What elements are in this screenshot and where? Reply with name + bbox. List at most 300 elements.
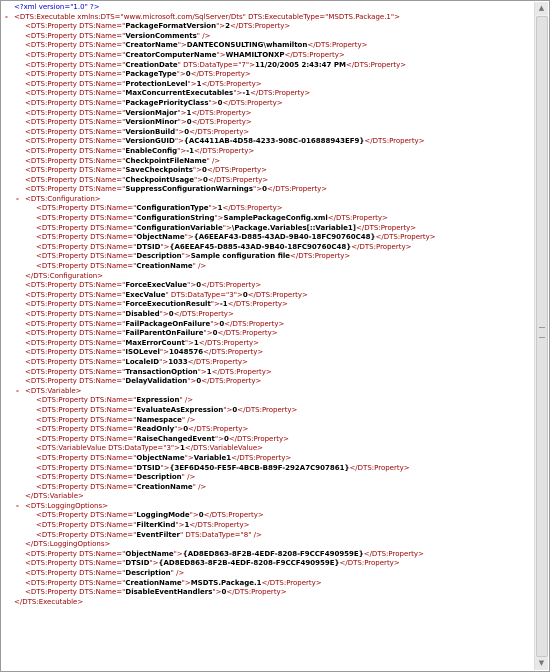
property-value: {AD8ED863-8F2B-4EDF-8208-F9CCF490959E} [158,559,340,568]
xml-line [5,368,533,378]
xml-close-tag: </DTS:Property> [261,578,322,587]
xml-line [5,483,533,493]
xml-line [5,281,533,291]
xml-open-tag: <DTS:Property DTS:Name=" [25,137,126,146]
xml-close-tag: </DTS:Property> [207,175,269,184]
property-name: ConfigurationString [136,214,215,223]
property-value: -1 [242,89,251,98]
xml-close-tag: </DTS:Property> [375,233,436,242]
xml-open-tag: <DTS:Property DTS:Name=" [36,473,137,482]
xml-line [5,214,533,224]
xml-open-tag: <DTS:Property DTS:Name=" [36,223,137,232]
xml-open-tag: <DTS:Property DTS:Name=" [25,290,126,299]
xml-close-tag: </DTS:Property> [351,242,412,251]
property-name: PackageType [125,70,177,79]
property-name: ConfigurationVariable [136,223,223,232]
property-value: 1 [193,338,199,347]
xml-close-tag: </DTS:Property> [203,511,264,520]
property-name: CreatorComputerName [125,50,217,59]
xml-tag-end: "> [210,319,220,328]
xml-tag-end: "> [208,98,218,107]
property-value: {AD8ED863-8F2B-4EDF-8208-F9CCF490959E} [182,549,364,558]
xml-line [5,128,533,138]
xml-tag-end: "> [184,233,194,242]
xml-open-tag: <DTS:Property DTS:Name=" [25,329,126,338]
xml-close-tag: </DTS:Property> [345,60,407,69]
property-name: ObjectName [125,549,174,558]
property-value: DANTECONSULTING\whamilton [186,41,308,50]
xml-content [5,3,533,669]
xml-tag-end: "> [174,137,184,146]
property-name: EnableConfig [125,146,178,155]
xml-tag-end: " /> [206,156,221,165]
property-name: PackagePriorityClass [125,98,209,107]
xml-tag-end: "> [177,41,187,50]
xml-close-tag: </DTS:LoggingOptions> [25,540,111,549]
xml-close-tag: </DTS:Property> [198,338,259,347]
property-value: \Package.Variables[::Variable1] [231,223,356,232]
xml-open-tag: <DTS:Property DTS:Name=" [25,588,126,597]
xml-line [5,291,533,301]
property-name: DTSID [136,463,161,472]
xml-line [5,224,533,234]
xml-tag-end: "> [197,367,207,376]
xml-close-tag: </DTS:Property> [247,290,308,299]
xml-line [5,444,533,454]
property-value: 0 [185,70,191,79]
xml-close-tag: </DTS:Property> [222,98,283,107]
property-value: 1 [184,521,190,530]
property-name: LocaleID [125,357,160,366]
property-value: {3EF6D450-FE5F-4BCB-B89F-292A7C907861} [169,463,350,472]
xml-line [5,569,533,579]
xml-tag-end: " /> [170,569,185,578]
xml-open-tag: <DTS:Property DTS:Name=" [25,348,126,357]
xml-open-tag: <DTS:Property DTS:Name=" [25,89,126,98]
xml-close-tag: </DTS:Property> [290,252,351,261]
property-name: ObjectName [136,453,185,462]
xml-close-tag: </DTS:Property> [226,588,287,597]
property-name: CreationName [136,482,193,491]
xml-close-tag: </DTS:Property> [201,79,262,88]
xml-tag-end: "> [214,214,224,223]
xml-open-tag: <DTS:Property DTS:Name=" [25,559,126,568]
xml-line [5,272,533,282]
xml-line [5,464,533,474]
property-name: DTSID [136,242,161,251]
xml-open-tag: <DTS:Property DTS:Name=" [25,175,126,184]
property-value: {AC4411AB-4D58-4233-908C-016888943EF9} [183,137,365,146]
xml-open-tag: <DTS:Property DTS:Name=" [36,214,137,223]
property-value: 0 [196,377,202,386]
xml-line [5,51,533,61]
xml-line [5,137,533,147]
xml-open-tag: <DTS:Property DTS:Name=" [25,156,126,165]
xml-line [5,252,533,262]
xml-line [5,598,533,608]
xml-close-tag: </DTS:Executable> [14,597,84,606]
xml-open-tag: <DTS:Property DTS:Name=" [36,463,137,472]
xml-close-tag: </DTS:Property> [307,41,368,50]
property-name: ReadOnly [136,425,175,434]
xml-open-tag: <DTS:Property DTS:Name=" [36,262,137,271]
property-name: DTSID [125,559,150,568]
xml-tag-end: " DTS:DataType="3"> [165,290,243,299]
xml-open-tag: <DTS:Property DTS:Name=" [36,482,137,491]
property-value: 0 [196,281,202,290]
xml-tag-end: " DTS:DataType="8" /> [179,530,262,539]
xml-tag-end: "> [181,578,191,587]
property-value: 1 [196,79,202,88]
xml-tag-end: "> [222,223,232,232]
xml-open-tag: <DTS:Property DTS:Name=" [36,521,137,530]
xml-tag-end: "> [149,559,159,568]
property-value: 1 [217,204,223,213]
property-value: Sample configuration file [190,252,291,261]
xml-tag-end: "> [176,70,186,79]
property-value: 11/20/2005 2:43:47 PM [254,60,346,69]
xml-open-tag: <DTS:Property DTS:Name=" [25,127,126,136]
xml-tag-end: "> [159,310,169,318]
xml-line [5,118,533,128]
xml-open-tag: <DTS:Property DTS:Name=" [36,405,137,414]
property-value: {A6EEAF43-D885-43AD-9B40-18FC90760C48} [193,233,376,242]
xml-line [5,109,533,119]
xml-line [5,310,533,320]
xml-tag-end: "> [212,588,222,597]
xml-open-tag: <DTS:Configuration> [25,194,101,203]
xml-open-tag: <DTS:Property DTS:Name=" [25,31,126,40]
xml-line [5,80,533,90]
property-value: 0 [186,118,192,127]
xml-close-tag: </DTS:Property> [266,185,328,194]
xml-close-tag: </DTS:Property> [203,348,264,357]
xml-close-tag: </DTS:Property> [187,357,248,366]
xml-tag-end: "> [189,511,199,520]
xml-tag-end: "> [159,357,169,366]
xml-tag-end: " DTS:DataType="7"> [177,60,255,69]
xml-tag-end: "> [184,338,194,347]
property-name: ForceExecutionResult [125,300,211,309]
xml-open-tag: <DTS:Property DTS:Name=" [25,98,126,107]
xml-line [5,348,533,358]
xml-open-tag: <DTS:Property DTS:Name=" [36,242,137,251]
property-value: {A6EEAF45-D885-43AD-9B40-18FC90760C48} [169,242,352,251]
xml-open-tag: <DTS:VariableValue DTS:DataType="3"> [36,444,181,453]
xml-line [5,176,533,186]
xml-line [5,320,533,330]
property-name: Expression [136,396,180,405]
xml-close-tag: </DTS:Property> [194,146,255,155]
property-value: 0 [221,588,227,597]
xml-line [5,540,533,550]
xml-close-tag: </DTS:Property> [189,127,250,136]
xml-open-tag: <DTS:Property DTS:Name=" [25,79,126,88]
xml-tag-end: "> [208,204,218,213]
xml-open-tag: <DTS:Property DTS:Name=" [25,569,126,578]
collapse-toggle-icon[interactable]: - [16,501,19,510]
xml-line [5,195,533,205]
xml-close-tag: </DTS:Configuration> [25,271,104,280]
xml-close-tag: </DTS:Property> [189,521,250,530]
property-name: ConfigurationType [136,204,209,213]
xml-open-tag: <DTS:Variable> [25,386,82,395]
property-name: FilterKind [136,521,176,530]
xml-tag-end: "> [175,127,185,136]
property-name: VersionComments [125,31,197,40]
xml-line [5,387,533,397]
property-name: CreatorName [125,41,178,50]
property-value: MSDTS.Package.1 [190,578,262,587]
xml-line [5,166,533,176]
xml-open-tag: <DTS:Property DTS:Name=" [25,50,126,59]
xml-tag-end: " /> [192,262,207,271]
xml-close-tag: </DTS:Property> [237,405,298,414]
property-value: 0 [219,319,225,328]
xml-open-tag: <DTS:Property DTS:Name=" [25,357,126,366]
xml-open-tag: <DTS:Property DTS:Name=" [36,252,137,261]
xml-close-tag: </DTS:Property> [211,367,272,376]
xml-tag-end: "> [177,146,187,155]
xml-line [5,579,533,589]
collapse-toggle-icon[interactable]: - [5,12,8,21]
xml-line [5,3,533,13]
property-value: 0 [168,310,174,318]
xml-line [5,435,533,445]
property-name: VersionGUID [125,137,175,146]
property-value: 0 [212,329,218,338]
xml-tag-end: "> [214,434,224,443]
xml-line [5,550,533,560]
xml-close-tag: </DTS:Property> [284,50,345,59]
xml-open-tag: <DTS:Property DTS:Name=" [25,118,126,127]
property-value: WHAMILTONXP [225,50,285,59]
xml-close-tag: </DTS:Property> [201,281,262,290]
property-name: CreationName [125,578,182,587]
property-name: CheckpointFileName [125,156,207,165]
xml-open-tag: <DTS:Property DTS:Name=" [36,396,137,405]
property-name: CreationName [136,262,193,271]
xml-tag-end: "> [192,166,202,175]
xml-close-tag: </DTS:Property> [339,559,400,568]
property-value: 0 [223,434,229,443]
scrollbar-grip-icon [539,327,545,338]
property-name: VersionMinor [125,118,178,127]
property-value: -1 [219,300,228,309]
xml-tag-end: "> [210,300,220,309]
xml-close-tag: </DTS:VariableValue> [184,444,264,453]
xml-close-tag: </DTS:Property> [250,89,311,98]
xml-open-tag: <DTS:Property DTS:Name=" [25,310,126,318]
xml-close-tag: </DTS:Property> [230,22,291,31]
property-name: ExecValue [125,290,166,299]
xml-line [5,233,533,243]
property-value: 0 [201,166,207,175]
scroll-up-icon[interactable]: ▲ [535,2,548,15]
xml-tag-end: "> [233,89,243,98]
property-name: CreationDate [125,60,178,69]
property-name: LoggingMode [136,511,190,520]
property-value: -1 [186,146,195,155]
property-value: 0 [217,98,223,107]
property-name: FailPackageOnFailure [125,319,211,328]
property-name: ProtectionLevel [125,79,188,88]
xml-line [5,511,533,521]
xml-open-tag: <DTS:Property DTS:Name=" [25,146,126,155]
xml-line [5,32,533,42]
xml-line [5,416,533,426]
xml-line [5,521,533,531]
xml-tag-end: " /> [179,396,194,405]
xml-tag-end: "> [253,185,263,194]
property-name: DisableEventHandlers [125,588,213,597]
property-name: DelayValidation [125,377,188,386]
property-name: Namespace [136,415,182,424]
xml-tag-end: "> [177,118,187,127]
xml-tag-end: " /> [181,473,196,482]
xml-open-tag: <DTS:Property DTS:Name=" [36,425,137,434]
xml-tag-end: "> [177,108,187,117]
property-value: 0 [184,127,190,136]
xml-tag-end: " /> [192,482,207,491]
property-name: Description [125,569,171,578]
xml-line [5,185,533,195]
property-name: MaxErrorCount [125,338,185,347]
xml-tag-end: "> [181,252,191,261]
xml-close-tag: </DTS:Property> [188,425,249,434]
vertical-scrollbar[interactable] [534,2,548,670]
xml-close-tag: </DTS:Property> [222,204,283,213]
xml-open-tag: <DTS:Property DTS:Name=" [25,108,126,117]
xml-tag-end: "> [193,175,204,184]
property-name: ISOLevel [125,348,160,357]
xml-tag-end: "> [187,377,197,386]
xml-open-tag: <DTS:Property DTS:Name=" [25,185,126,194]
xml-line [5,204,533,214]
xml-open-tag: <DTS:Property DTS:Name=" [25,166,126,175]
xml-tag-end: " /> [196,31,211,40]
property-value: 1 [206,367,212,376]
property-value: 1048576 [169,348,204,357]
property-value: 1033 [168,357,188,366]
xml-line [5,13,533,23]
property-name: MaxConcurrentExecutables [125,89,234,98]
xml-open-tag: <DTS:Property DTS:Name=" [36,530,137,539]
xml-line [5,454,533,464]
xml-line [5,358,533,368]
xml-open-tag: <DTS:Property DTS:Name=" [25,319,126,328]
xml-close-tag: </DTS:Property> [224,319,285,328]
property-value: Variable1 [193,453,232,462]
property-value: 0 [262,185,267,194]
property-value: 0 [232,405,238,414]
property-name: Description [136,252,182,261]
xml-close-tag: </DTS:Property> [206,166,268,175]
xml-line [5,425,533,435]
property-value: 0 [198,511,204,520]
property-name: PackageFormatVersion [125,22,217,31]
xml-tag-end: "> [203,329,213,338]
property-value: 0 [203,175,208,184]
xml-close-tag: </DTS:Property> [191,108,252,117]
xml-line [5,588,533,598]
property-name: VersionBuild [125,127,176,136]
property-value: 0 [242,290,248,299]
property-name: SuppressConfigurationWarnings [125,185,253,194]
xml-line [5,473,533,483]
scrollbar-thumb[interactable] [536,16,548,657]
property-name: EvaluateAsExpression [136,405,224,414]
xml-line [5,41,533,51]
xml-line [5,243,533,253]
xml-open-tag: <DTS:Property DTS:Name=" [25,578,126,587]
xml-tag-end: "> [160,463,170,472]
property-name: ForceExecValue [125,281,188,290]
xml-line [5,377,533,387]
xml-line [5,157,533,167]
xml-line [5,406,533,416]
xml-tag-end: " /> [181,415,196,424]
xml-tag-end: "> [223,405,233,414]
property-name: RaiseChangedEvent [136,434,215,443]
property-name: CheckpointUsage [125,175,194,184]
xml-open-tag: <DTS:Property DTS:Name=" [25,41,126,50]
xml-close-tag: </DTS:Property> [356,223,417,232]
xml-open-tag: <DTS:Executable xmlns:DTS="www.microsoft.com/SqlServer/Dts" DTS:ExecutableType="MSDTS.Package.1"> [14,12,400,21]
xml-line [5,262,533,272]
xml-open-tag: <DTS:Property DTS:Name=" [36,233,137,242]
xml-line [5,492,533,502]
collapse-toggle-icon[interactable]: - [16,194,19,203]
property-name: FailParentOnFailure [125,329,204,338]
xml-tag-end: "> [175,521,185,530]
collapse-toggle-icon[interactable]: - [16,386,19,395]
property-name: ObjectName [136,233,185,242]
property-value: 2 [225,22,231,31]
property-name: TransactionOption [125,367,198,376]
xml-tag-end: "> [173,549,183,558]
xml-open-tag: <DTS:Property DTS:Name=" [25,70,126,79]
xml-tag-end: "> [187,79,197,88]
xml-line [5,99,533,109]
xml-open-tag: <DTS:Property DTS:Name=" [36,511,137,520]
xml-tag-end: "> [174,425,184,434]
property-value: SamplePackageConfig.xml [223,214,328,223]
xml-line [5,89,533,99]
xml-open-tag: <DTS:Property DTS:Name=" [36,434,137,443]
xml-line [5,22,533,32]
xml-open-tag: <DTS:Property DTS:Name=" [25,300,126,309]
xml-close-tag: </DTS:Property> [349,463,410,472]
xml-tag-end: "> [160,242,170,251]
xml-close-tag: </DTS:Property> [364,137,425,146]
xml-open-tag: <DTS:Property DTS:Name=" [36,204,137,213]
xml-tag-end: "> [216,22,226,31]
xml-tag-end: "> [216,50,226,59]
xml-tag-end: "> [184,453,194,462]
xml-close-tag: </DTS:Property> [228,434,289,443]
xml-close-tag: </DTS:Property> [173,310,234,318]
xml-line [5,502,533,512]
xml-close-tag: </DTS:Property> [191,118,252,127]
scroll-down-icon[interactable]: ▼ [535,657,548,670]
xml-value: 1 [180,444,185,453]
xml-close-tag: </DTS:Property> [231,453,292,462]
xml-open-tag: <DTS:Property DTS:Name=" [25,377,126,386]
xml-close-tag: </DTS:Property> [363,549,424,558]
property-value: 0 [183,425,189,434]
xml-close-tag: </DTS:Property> [227,300,288,309]
